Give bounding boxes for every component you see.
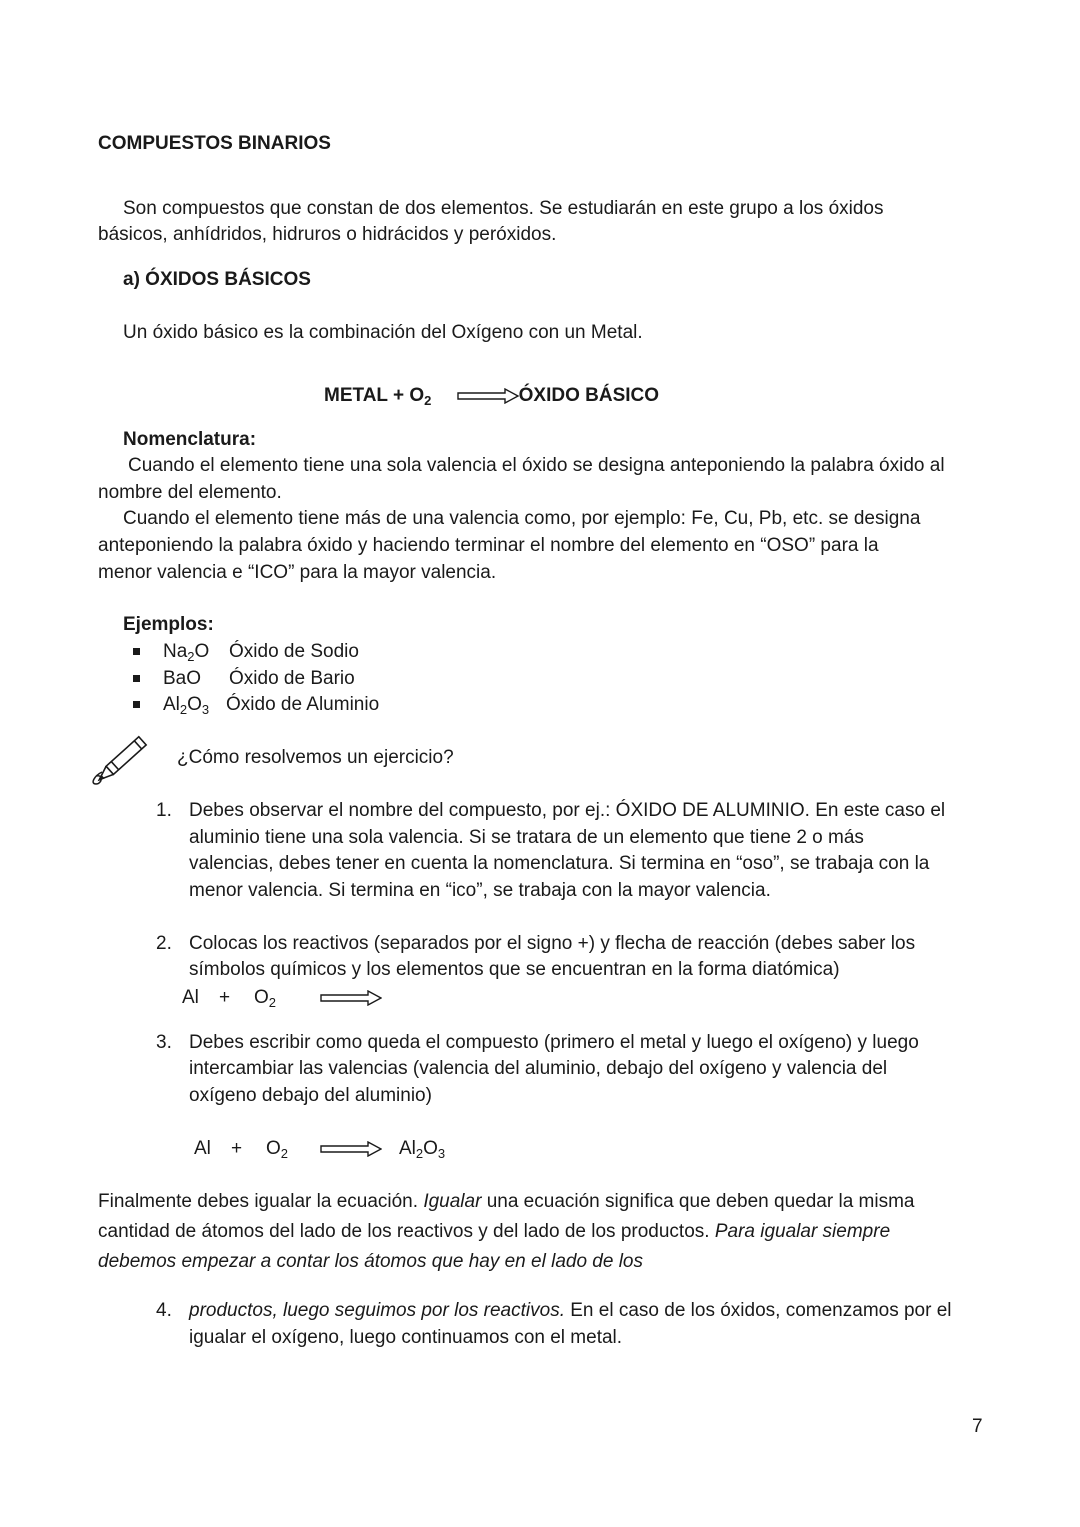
pencil-icon	[82, 728, 160, 790]
eq-plus: +	[219, 987, 231, 1008]
bullet-icon	[133, 675, 140, 682]
final-line-1: Finalmente debes igualar la ecuación. Igualar una ecuación significa que deben quedar la misma	[98, 1191, 915, 1212]
ejemplos-title: Ejemplos:	[123, 614, 214, 635]
bullet-icon	[133, 701, 140, 708]
step-4-line: productos, luego seguimos por los reactivos. En el caso de los óxidos, comenzamos por el	[189, 1300, 952, 1321]
nomenclatura-line-1: Cuando el elemento tiene una sola valencia el óxido se designa anteponiendo la palabra óxido al	[128, 455, 945, 476]
heading: COMPUESTOS BINARIOS	[98, 133, 331, 154]
step-1-line: menor valencia. Si termina en “ico”, se trabaja con la mayor valencia.	[189, 880, 771, 901]
reaction-left: METAL + O	[324, 385, 425, 406]
step-number: 3.	[156, 1032, 172, 1053]
eq-o: $O_2$	[266, 1138, 289, 1161]
nomenclatura-line-2: nombre del elemento.	[98, 482, 282, 503]
eq-o: $O_2$	[254, 987, 277, 1010]
step-number: 1.	[156, 800, 172, 821]
step-2-line: Colocas los reactivos (separados por el signo +) y flecha de reacción (debes saber los	[189, 933, 916, 954]
bullet-icon	[133, 648, 140, 655]
section-title: a) ÓXIDOS BÁSICOS	[123, 269, 311, 290]
definition: Un óxido básico es la combinación del Oxígeno con un Metal.	[123, 322, 643, 343]
example-name: Óxido de Sodio	[229, 641, 359, 662]
page-number: 7	[972, 1416, 983, 1437]
eq-plus: +	[231, 1138, 243, 1159]
step-3-line: oxígeno debajo del aluminio)	[189, 1085, 432, 1106]
reaction-left-sub: 2	[424, 393, 432, 408]
question: ¿Cómo resolvemos un ejercicio?	[177, 747, 454, 768]
step-4-line: igualar el oxígeno, luego continuamos con el metal.	[189, 1327, 623, 1348]
step-1-line: valencias, debes tener en cuenta la nomenclatura. Si termina en “oso”, se trabaja con la	[189, 853, 930, 874]
example-formula: $Al_2O_3$	[163, 694, 210, 717]
reaction-right: ÓXIDO BÁSICO	[518, 385, 660, 406]
step-3-line: Debes escribir como queda el compuesto (primero el metal y luego el oxígeno) y luego	[189, 1032, 919, 1053]
example-name: Óxido de Bario	[229, 668, 355, 689]
final-line-3: debemos empezar a contar los átomos que hay en el lado de los	[98, 1251, 643, 1272]
general-reaction	[324, 383, 659, 410]
eq-product: $Al_2O_3$	[399, 1138, 446, 1161]
example-formula: $Na_2O$	[163, 641, 210, 664]
example-formula: BaO	[163, 668, 202, 689]
step-number: 2.	[156, 933, 172, 954]
final-line-2: cantidad de átomos del lado de los reactivos y del lado de los productos. Para igualar siempre	[98, 1221, 891, 1242]
step-2-line: símbolos químicos y los elementos que se encuentran en la forma diatómica)	[189, 959, 840, 980]
eq-al: Al	[194, 1138, 211, 1159]
intro-line-2: básicos, anhídridos, hidruros o hidrácidos y peróxidos.	[98, 224, 557, 245]
example-name: Óxido de Aluminio	[226, 694, 380, 715]
step-1-line: aluminio tiene una sola valencia. Si se tratara de un elemento que tiene 2 o más	[189, 827, 864, 848]
intro-line-1: Son compuestos que constan de dos elementos. Se estudiarán en este grupo a los óxidos	[123, 198, 884, 219]
nomenclatura-line-3: Cuando el elemento tiene más de una valencia como, por ejemplo: Fe, Cu, Pb, etc. se designa	[123, 508, 921, 529]
step-1-line: Debes observar el nombre del compuesto, por ej.: ÓXIDO DE ALUMINIO. En este caso el	[189, 800, 946, 821]
reaction-arrow-icon	[457, 388, 519, 404]
reaction-arrow-icon	[320, 990, 382, 1006]
eq-al: Al	[182, 987, 199, 1008]
nomenclatura-title: Nomenclatura:	[123, 429, 257, 450]
step-3-line: intercambiar las valencias (valencia del aluminio, debajo del oxígeno y valencia del	[189, 1058, 888, 1079]
nomenclatura-line-5: menor valencia e “ICO” para la mayor valencia.	[98, 562, 497, 583]
nomenclatura-line-4: anteponiendo la palabra óxido y haciendo terminar el nombre del elemento en “OSO” para la	[98, 535, 879, 556]
step-number: 4.	[156, 1300, 172, 1321]
reaction-arrow-icon	[320, 1141, 382, 1157]
